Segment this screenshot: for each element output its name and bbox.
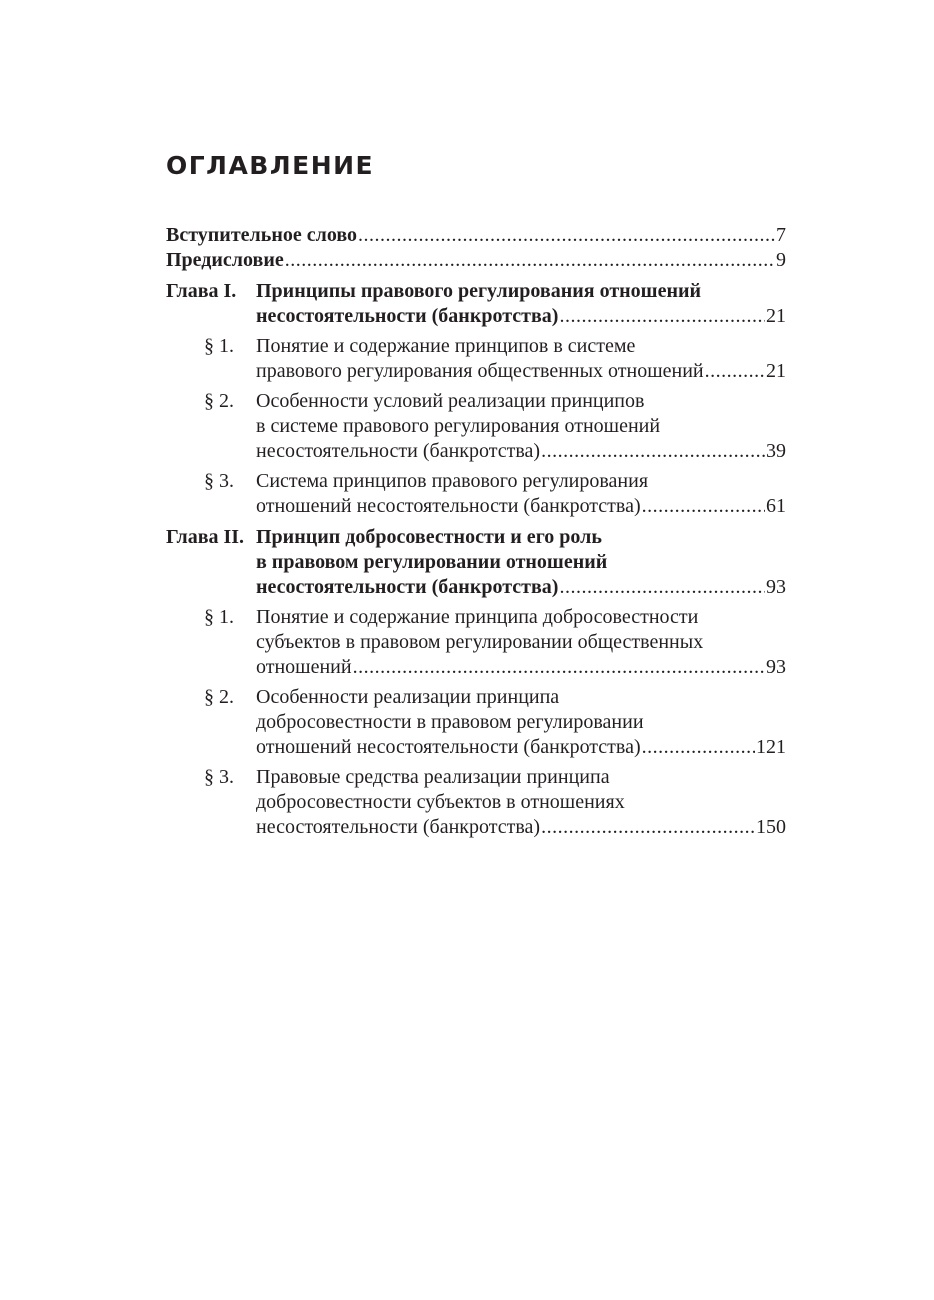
page-number: 7 <box>776 224 786 246</box>
table-of-contents <box>166 223 786 840</box>
page-number: 93 <box>766 576 786 598</box>
entry-title-line: несостоятельности (банкротства) <box>256 305 559 327</box>
entry-title-line: Принципы правового регулирования отношений <box>256 280 702 302</box>
entry-title-line: в правовом регулировании отношений <box>256 551 608 573</box>
toc-entry-chapter-1-section-1[interactable] <box>166 334 786 384</box>
dot-leader <box>559 575 765 600</box>
entry-title-line: несостоятельности (банкротства) <box>256 576 559 598</box>
entry-title-line: Система принципов правового регулирования <box>256 470 649 492</box>
section-label: § 2. <box>204 686 234 708</box>
dot-leader <box>642 494 765 519</box>
section-label: § 2. <box>204 390 234 412</box>
dot-leader <box>559 304 765 329</box>
entry-title-line: отношений несостоятельности (банкротства) <box>256 495 641 517</box>
toc-entry-chapter-2[interactable] <box>166 525 786 600</box>
dot-leader <box>541 439 765 464</box>
section-label: § 3. <box>204 766 234 788</box>
entry-title: Предисловие <box>166 249 284 271</box>
entry-title-line: правового регулирования общественных отношений <box>256 360 704 382</box>
toc-entry-chapter-1-section-3[interactable] <box>166 469 786 519</box>
toc-entry-chapter-2-section-3[interactable] <box>166 765 786 840</box>
toc-entry-chapter-1[interactable] <box>166 279 786 329</box>
entry-title-line: Особенности условий реализации принципов <box>256 390 645 412</box>
entry-title-line: Принцип добросовестности и его роль <box>256 526 602 548</box>
entry-title-line: Понятие и содержание принципа добросовестности <box>256 606 699 628</box>
entry-title-line: несостоятельности (банкротства) <box>256 440 541 462</box>
page-number: 21 <box>766 305 786 327</box>
page-number: 9 <box>776 249 786 271</box>
entry-title-line: несостоятельности (банкротства) <box>256 816 541 838</box>
chapter-label: Глава II. <box>166 526 245 548</box>
page-number: 93 <box>766 656 786 678</box>
entry-title-line: добросовестности в правовом регулировании <box>256 711 644 733</box>
dot-leader <box>353 655 765 680</box>
toc-entry-chapter-1-section-2[interactable] <box>166 389 786 464</box>
toc-entry-preface[interactable] <box>166 248 786 273</box>
dot-leader <box>642 735 755 760</box>
entry-title: Вступительное слово <box>166 224 357 246</box>
entry-title-line: Понятие и содержание принципов в системе <box>256 335 636 357</box>
toc-entry-chapter-2-section-2[interactable] <box>166 685 786 760</box>
entry-title-line: Особенности реализации принципа <box>256 686 560 708</box>
entry-title-line: добросовестности субъектов в отношениях <box>256 791 625 813</box>
dot-leader <box>541 815 755 840</box>
toc-entry-introductory-word[interactable] <box>166 223 786 248</box>
page-number: 39 <box>766 440 786 462</box>
dot-leader <box>285 248 775 273</box>
page-number: 121 <box>756 736 786 758</box>
section-label: § 3. <box>204 470 234 492</box>
page-number: 21 <box>766 360 786 382</box>
page-title: ОГЛАВЛЕНИЕ <box>166 151 375 180</box>
entry-title-line: отношений <box>256 656 352 678</box>
entry-title-line: субъектов в правовом регулировании общественных <box>256 631 704 653</box>
page-number: 150 <box>756 816 786 838</box>
chapter-label: Глава I. <box>166 280 237 302</box>
toc-entry-chapter-2-section-1[interactable] <box>166 605 786 680</box>
entry-title-line: в системе правового регулирования отношений <box>256 415 661 437</box>
dot-leader <box>705 359 765 384</box>
entry-title-line: Правовые средства реализации принципа <box>256 766 610 788</box>
entry-title-line: отношений несостоятельности (банкротства) <box>256 736 641 758</box>
page-number: 61 <box>766 495 786 517</box>
section-label: § 1. <box>204 606 234 628</box>
dot-leader <box>358 223 775 248</box>
section-label: § 1. <box>204 335 234 357</box>
